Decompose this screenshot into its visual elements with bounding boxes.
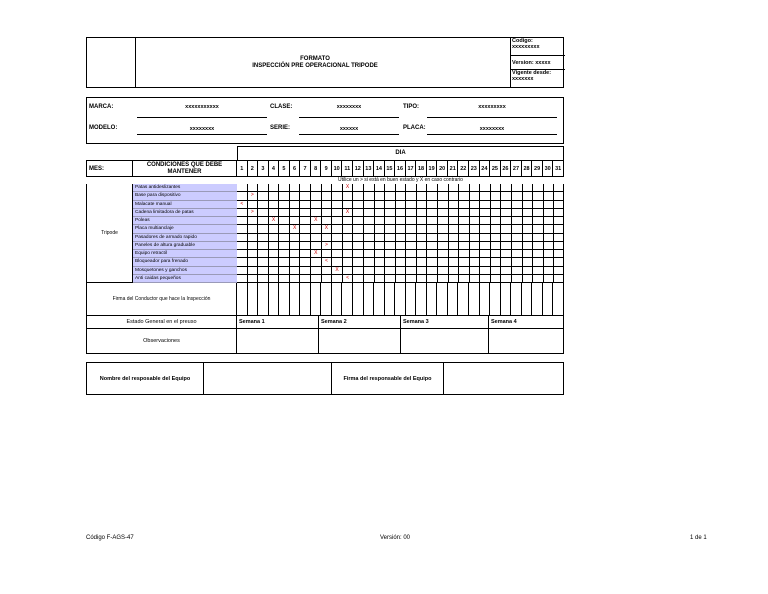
conditions-list	[133, 184, 237, 283]
firma-cell[interactable]	[480, 283, 491, 315]
vigente-value: xxxxxxx	[512, 76, 534, 83]
form-title	[135, 38, 495, 87]
serie-underline	[299, 134, 399, 135]
logo-placeholder	[87, 38, 136, 87]
check-cell[interactable]: X	[322, 225, 333, 232]
firma-cell[interactable]	[332, 283, 343, 315]
day-header-24: 24	[480, 161, 491, 176]
version-cell	[511, 56, 565, 70]
clase-label: CLASE:	[270, 104, 293, 110]
firma-cell[interactable]	[290, 283, 301, 315]
footer-version: Versión: 00	[380, 535, 411, 541]
check-cell[interactable]: <	[343, 275, 354, 282]
placa-underline	[427, 134, 557, 135]
day-header-9: 9	[321, 161, 332, 176]
day-header-22: 22	[458, 161, 469, 176]
footer-codigo: Código F-AGS-47	[86, 535, 134, 541]
firma-cell[interactable]	[300, 283, 311, 315]
condition-item: Equipo retractil	[133, 250, 237, 258]
firma-cell[interactable]	[364, 283, 375, 315]
observaciones-cells	[237, 329, 564, 354]
firma-responsable-field[interactable]	[444, 363, 563, 394]
day-header-4: 4	[269, 161, 280, 176]
day-header-16: 16	[395, 161, 406, 176]
firma-cell[interactable]	[321, 283, 332, 315]
day-header-6: 6	[290, 161, 301, 176]
marca-field[interactable]: xxxxxxxxxxx	[185, 104, 219, 110]
marca-underline	[137, 117, 267, 118]
group-label-tripode: Tripode	[86, 184, 133, 283]
serie-field[interactable]: xxxxxx	[339, 126, 359, 132]
day-header-12: 12	[353, 161, 364, 176]
observacion-semana-3[interactable]	[401, 329, 489, 354]
clase-underline	[299, 117, 399, 118]
condition-item: Paneles de altura graduable	[133, 242, 237, 250]
observacion-semana-4[interactable]	[489, 329, 564, 354]
condition-item: Patas antideslizantes	[133, 184, 237, 192]
day-header-14: 14	[374, 161, 385, 176]
firma-cell[interactable]	[269, 283, 280, 315]
firma-conductor-cells	[237, 283, 564, 316]
check-cell[interactable]: X	[311, 217, 322, 224]
codigo-value: xxxxxxxxx	[512, 44, 540, 51]
day-header-10: 10	[332, 161, 343, 176]
form-header	[86, 37, 564, 88]
check-cell[interactable]: <	[322, 258, 333, 265]
condition-item: Placa multianclaje	[133, 225, 237, 233]
day-header-25: 25	[490, 161, 501, 176]
tipo-field[interactable]: xxxxxxxxx	[478, 104, 506, 110]
check-cell[interactable]: >	[322, 242, 333, 249]
serie-label: SERIE:	[270, 125, 291, 131]
condition-item: Poleas	[133, 217, 237, 225]
day-header-23: 23	[469, 161, 480, 176]
firma-cell[interactable]	[237, 283, 248, 315]
tipo-underline	[427, 117, 557, 118]
responsables-block	[86, 362, 564, 395]
day-header-1: 1	[237, 161, 248, 176]
day-header-17: 17	[406, 161, 417, 176]
check-cell[interactable]: >	[248, 209, 259, 216]
day-header-26: 26	[501, 161, 512, 176]
firma-cell[interactable]	[311, 283, 322, 315]
firma-cell[interactable]	[543, 283, 554, 315]
firma-cell[interactable]	[279, 283, 290, 315]
check-cell[interactable]: X	[290, 225, 301, 232]
codigo-cell	[511, 38, 565, 56]
clase-field[interactable]: xxxxxxxx	[336, 104, 362, 110]
day-header-3: 3	[258, 161, 269, 176]
condition-item: Pasadores de armado rapido	[133, 234, 237, 242]
firma-cell[interactable]	[385, 283, 396, 315]
day-header-27: 27	[511, 161, 522, 176]
mes-label: MES:	[86, 160, 133, 177]
title-line-1: FORMATO	[300, 55, 330, 62]
firma-conductor-label: Firma del Conductor que hace la Inspección	[86, 283, 237, 316]
day-header-28: 28	[522, 161, 533, 176]
checks-frame	[237, 184, 564, 283]
modelo-label: MODELO:	[89, 125, 118, 131]
firma-cell[interactable]	[532, 283, 543, 315]
nombre-responsable-label: Nombre del resposable del Equipo	[87, 363, 204, 394]
check-cell[interactable]: >	[248, 192, 259, 199]
condition-item: Malacate manual	[133, 201, 237, 209]
vigente-cell	[511, 70, 565, 88]
firma-cell[interactable]	[353, 283, 364, 315]
check-cell[interactable]: X	[332, 267, 343, 274]
day-header-5: 5	[279, 161, 290, 176]
day-header-29: 29	[532, 161, 543, 176]
day-header-8: 8	[311, 161, 322, 176]
condition-item: Mosquetones y ganchos	[133, 267, 237, 275]
day-header-20: 20	[437, 161, 448, 176]
condiciones-header: CONDICIONES QUE DEBE MANTENER	[133, 160, 237, 177]
day-header-11: 11	[342, 161, 353, 176]
firma-cell[interactable]	[448, 283, 459, 315]
day-header-21: 21	[448, 161, 459, 176]
semana-1[interactable]: Semana 1	[237, 316, 319, 329]
day-header-2: 2	[248, 161, 259, 176]
modelo-field[interactable]: xxxxxxxx	[189, 126, 215, 132]
firma-cell[interactable]	[511, 283, 522, 315]
tipo-label: TIPO:	[403, 104, 419, 110]
firma-responsable-label: Firma del responsable del Equipo	[332, 363, 444, 394]
instruction-hint: Utilice un > si está en buen estado y X en caso contrario	[338, 177, 463, 183]
version-label: Version: xxxxx	[512, 60, 551, 66]
check-cell[interactable]: X	[343, 209, 354, 216]
dia-label: DIA	[395, 150, 406, 156]
semanas-row	[237, 316, 564, 329]
firma-cell[interactable]	[458, 283, 469, 315]
firma-cell[interactable]	[416, 283, 427, 315]
day-header-13: 13	[364, 161, 375, 176]
firma-cell[interactable]	[469, 283, 480, 315]
modelo-underline	[137, 134, 267, 135]
firma-cell[interactable]	[406, 283, 417, 315]
day-header-19: 19	[427, 161, 438, 176]
days-header-row	[237, 160, 564, 177]
observacion-semana-1[interactable]	[237, 329, 319, 354]
day-header-15: 15	[385, 161, 396, 176]
observacion-semana-2[interactable]	[319, 329, 401, 354]
equipment-info	[86, 97, 564, 144]
semana-2[interactable]: Semana 2	[319, 316, 401, 329]
nombre-responsable-field[interactable]	[204, 363, 332, 394]
condition-item: Base para dispositivo	[133, 192, 237, 200]
check-cell[interactable]: <	[237, 201, 248, 208]
day-header-30: 30	[543, 161, 554, 176]
placa-label: PLACA:	[403, 125, 426, 131]
document-meta	[510, 38, 565, 87]
check-cell[interactable]: X	[269, 217, 280, 224]
vigente-label: Vigente desde:	[512, 70, 552, 76]
semana-4[interactable]: Semana 4	[491, 319, 517, 325]
marca-label: MARCA:	[89, 104, 114, 110]
firma-cell[interactable]	[490, 283, 501, 315]
firma-cell[interactable]	[374, 283, 385, 315]
estado-general-label: Estado General en el preuso	[86, 316, 237, 329]
placa-field[interactable]: xxxxxxxx	[479, 126, 505, 132]
firma-cell[interactable]	[553, 283, 563, 315]
firma-cell[interactable]	[522, 283, 533, 315]
footer-pagina: 1 de 1	[690, 535, 707, 541]
codigo-label: Codigo:	[512, 38, 533, 44]
firma-cell[interactable]	[258, 283, 269, 315]
observaciones-label: Observaciones	[86, 329, 237, 354]
title-line-2: INSPECCIÓN PRE OPERACIONAL TRIPODE	[252, 62, 378, 69]
day-header-18: 18	[416, 161, 427, 176]
firma-cell[interactable]	[501, 283, 512, 315]
check-cell[interactable]: X	[311, 250, 322, 257]
firma-cell[interactable]	[395, 283, 406, 315]
firma-cell[interactable]	[427, 283, 438, 315]
condition-item: Anti caidas pequeños	[133, 275, 237, 283]
firma-cell[interactable]	[342, 283, 353, 315]
firma-cell[interactable]	[248, 283, 259, 315]
day-header-31: 31	[555, 165, 562, 172]
firma-cell[interactable]	[437, 283, 448, 315]
semana-3[interactable]: Semana 3	[401, 316, 489, 329]
day-header-7: 7	[300, 161, 311, 176]
check-cell[interactable]: X	[343, 184, 354, 191]
condition-item: Bloqueador para frenado	[133, 258, 237, 266]
condition-item: Cadena limitadora de patas	[133, 209, 237, 217]
